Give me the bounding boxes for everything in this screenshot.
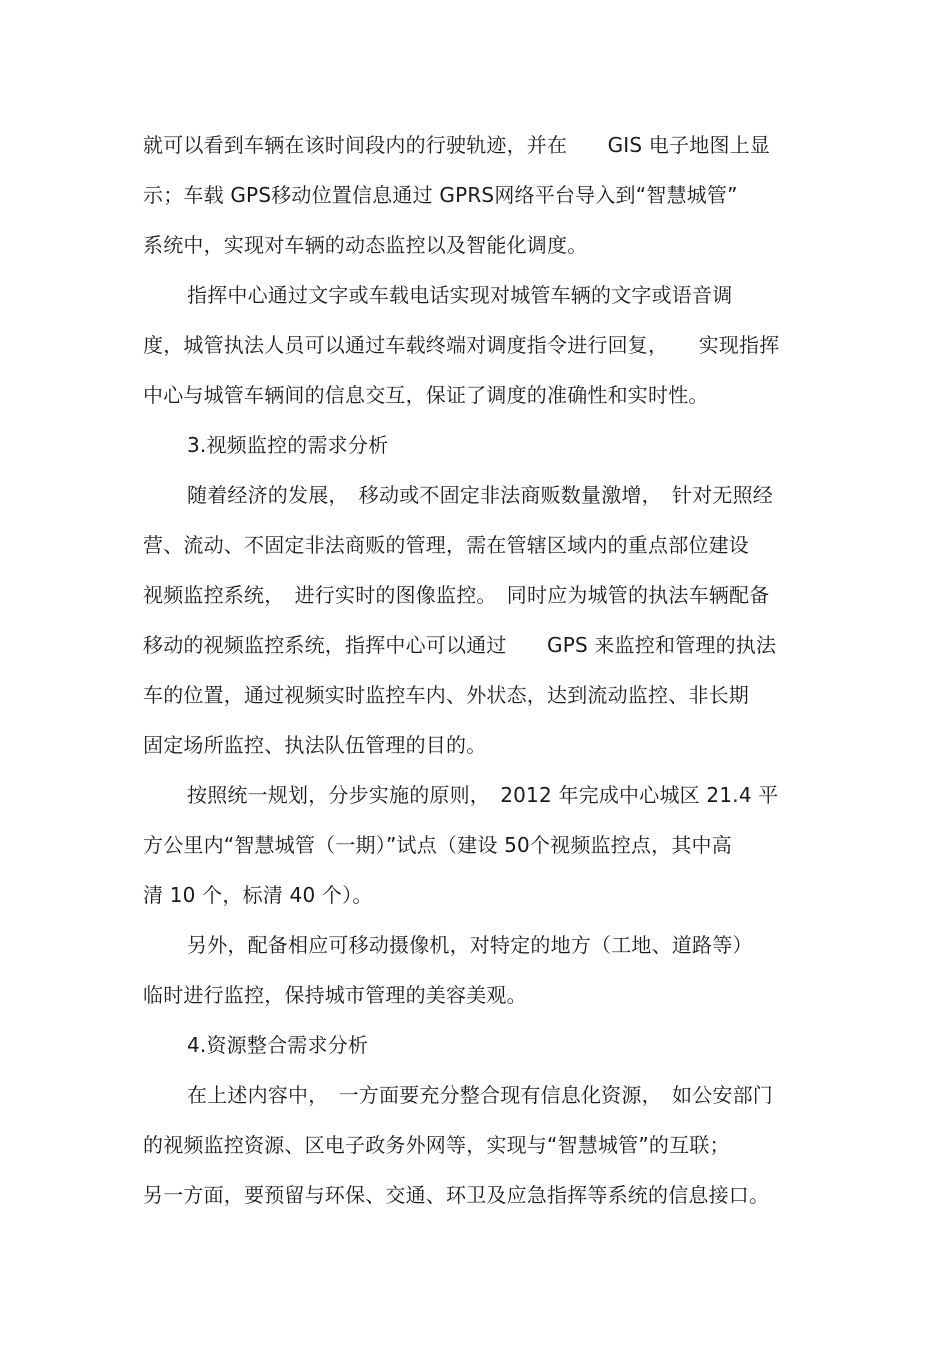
text-line-9: 营、流动、不固定非法商贩的管理，需在管辖区域内的重点部位建设: [143, 533, 749, 557]
text-line-12: 车的位置，通过视频实时监控车内、外状态，达到流动监控、非长期: [143, 683, 749, 707]
section-heading-4: 4.资源整合需求分析: [187, 1033, 369, 1057]
text-line-17: 另外，配备相应可移动摄像机，对特定的地方（工地、道路等）: [187, 933, 753, 957]
text-line-13: 固定场所监控、执法队伍管理的目的。: [143, 733, 487, 757]
text-line-3: 系统中，实现对车辆的动态监控以及智能化调度。: [143, 233, 588, 257]
text-line-1: 就可以看到车辆在该时间段内的行驶轨迹，并在 GIS 电子地图上显: [143, 133, 771, 157]
text-line-21: 的视频监控资源、区电子政务外网等，实现与“智慧城管”的互联；: [143, 1133, 730, 1157]
text-line-8: 随着经济的发展， 移动或不固定非法商贩数量激增， 针对无照经: [187, 483, 773, 507]
text-line-18: 临时进行监控，保持城市管理的美容美观。: [143, 983, 527, 1007]
text-line-11: 移动的视频监控系统，指挥中心可以通过 GPS 来监控和管理的执法: [143, 633, 777, 657]
text-line-5: 度，城管执法人员可以通过车载终端对调度指令进行回复， 实现指挥: [143, 333, 780, 357]
text-line-15: 方公里内“智慧城管（一期）”试点（建设 50个视频监控点，其中高: [143, 833, 732, 857]
text-line-4: 指挥中心通过文字或车载电话实现对城管车辆的文字或语音调: [187, 283, 733, 307]
text-line-2: 示；车载 GPS移动位置信息通过 GPRS网络平台导入到“智慧城管”: [143, 183, 738, 207]
text-line-20: 在上述内容中， 一方面要充分整合现有信息化资源， 如公安部门: [187, 1083, 773, 1107]
text-line-6: 中心与城管车辆间的信息交互，保证了调度的准确性和实时性。: [143, 383, 709, 407]
text-line-14: 按照统一规划，分步实施的原则， 2012 年完成中心城区 21.4 平: [187, 783, 779, 807]
text-line-22: 另一方面，要预留与环保、交通、环卫及应急指挥等系统的信息接口。: [143, 1183, 770, 1207]
text-line-10: 视频监控系统， 进行实时的图像监控。 同时应为城管的执法车辆配备: [143, 583, 770, 607]
section-heading-3: 3.视频监控的需求分析: [187, 433, 389, 457]
text-line-16: 清 10 个，标清 40 个）。: [143, 883, 373, 907]
